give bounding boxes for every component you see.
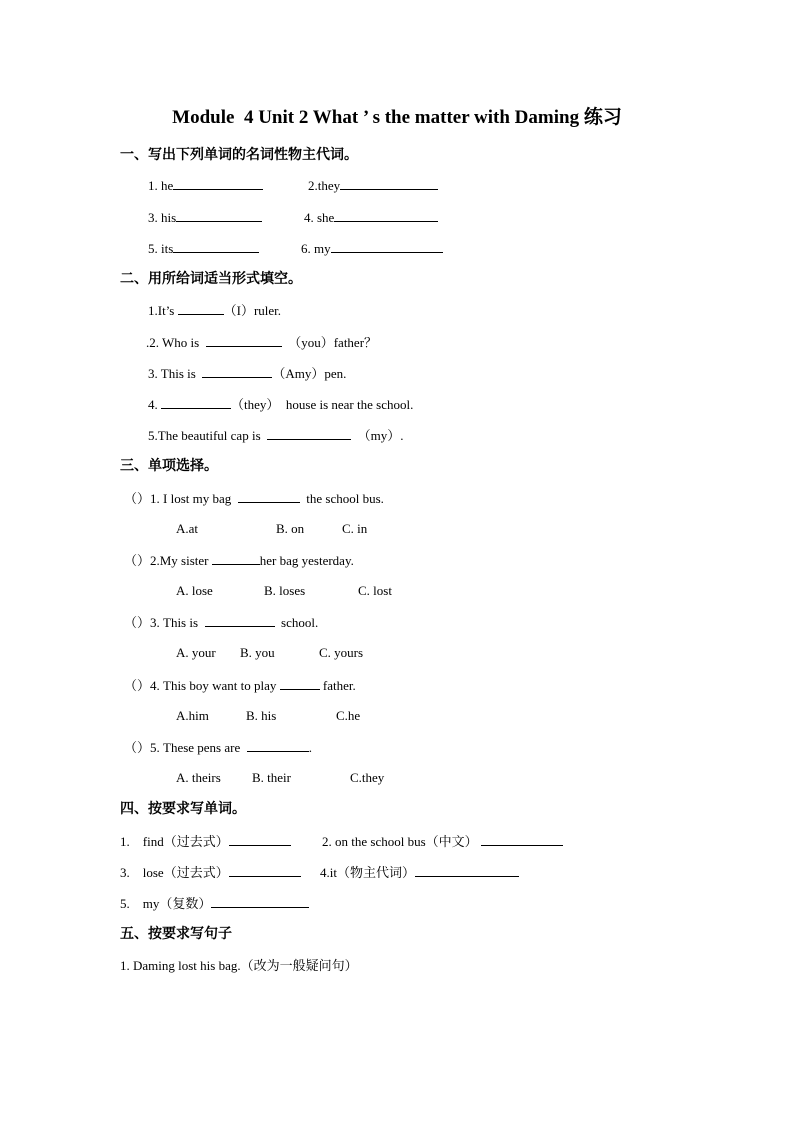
s2-question-2: .2. Who is （you）father？ xyxy=(146,335,378,350)
answer-blank[interactable] xyxy=(176,209,262,222)
mc-question-2: （）2.My sister her bag yesterday. xyxy=(124,553,354,568)
s2-question-3: 3. This is （Amy）pen. xyxy=(148,366,347,381)
s2-question-5: 5.The beautiful cap is （my）. xyxy=(148,428,404,443)
answer-blank[interactable] xyxy=(229,833,291,846)
answer-blank[interactable] xyxy=(173,240,259,253)
s1-item-3: 3. his xyxy=(148,209,262,226)
answer-blank[interactable] xyxy=(205,614,275,627)
s1-item-5: 5. its xyxy=(148,240,259,257)
answer-blank[interactable] xyxy=(481,833,563,846)
mc-q1-option-b[interactable]: B. on xyxy=(276,521,305,536)
answer-blank[interactable] xyxy=(229,864,301,877)
answer-blank[interactable] xyxy=(238,490,300,503)
mc-q5-option-b[interactable]: B. their xyxy=(252,770,291,785)
answer-blank[interactable] xyxy=(415,864,519,877)
mc-q4-option-c[interactable]: C.he xyxy=(336,708,361,723)
s2-question-4: 4. （they） house is near the school. xyxy=(148,397,414,412)
s4-item-5: 5. my（复数） xyxy=(120,895,309,912)
s1-item-4: 4. she xyxy=(304,209,438,226)
answer-blank[interactable] xyxy=(206,334,282,347)
answer-blank[interactable] xyxy=(178,302,224,315)
section-5-heading: 五、按要求写句子 xyxy=(120,926,232,942)
section-3-heading: 三、单项选择。 xyxy=(120,458,218,474)
section-4-heading: 四、按要求写单词。 xyxy=(120,801,246,817)
s4-item-1: 1. find（过去式） xyxy=(120,833,291,850)
mc-q4-option-b[interactable]: B. his xyxy=(246,708,277,723)
section-2-heading: 二、用所给词适当形式填空。 xyxy=(120,271,302,287)
s2-question-1: 1.It’s （I）ruler. xyxy=(148,303,282,318)
answer-blank[interactable] xyxy=(331,240,443,253)
mc-q2-option-c[interactable]: C. lost xyxy=(358,583,392,598)
mc-q1-option-a[interactable]: A.at xyxy=(176,521,199,536)
mc-question-5: （）5. These pens are . xyxy=(124,740,312,755)
section-1-heading: 一、写出下列单词的名词性物主代词。 xyxy=(120,147,358,163)
answer-blank[interactable] xyxy=(280,677,320,690)
mc-q2-option-a[interactable]: A. lose xyxy=(176,583,213,598)
mc-question-4: （）4. This boy want to play father. xyxy=(124,678,356,693)
mc-question-1: （）1. I lost my bag the school bus. xyxy=(124,491,384,506)
page-title: Module 4 Unit 2 What ’ s the matter with Daming 练习 xyxy=(172,107,622,128)
s4-item-3: 3. lose（过去式） xyxy=(120,864,301,881)
answer-blank[interactable] xyxy=(202,365,272,378)
mc-question-3: （）3. This is school. xyxy=(124,615,319,630)
answer-blank[interactable] xyxy=(334,209,438,222)
answer-blank[interactable] xyxy=(340,177,438,190)
s5-question-1: 1. Daming lost his bag.（改为一般疑问句） xyxy=(120,958,358,973)
answer-blank[interactable] xyxy=(211,895,309,908)
s1-item-2: 2.they xyxy=(308,177,438,194)
mc-q3-option-b[interactable]: B. you xyxy=(240,645,275,660)
mc-q3-option-c[interactable]: C. yours xyxy=(319,645,364,660)
answer-blank[interactable] xyxy=(161,396,231,409)
mc-q4-option-a[interactable]: A.him xyxy=(176,708,209,723)
answer-blank[interactable] xyxy=(173,177,263,190)
answer-blank[interactable] xyxy=(247,739,309,752)
mc-q1-option-c[interactable]: C. in xyxy=(342,521,368,536)
mc-q2-option-b[interactable]: B. loses xyxy=(264,583,306,598)
answer-blank[interactable] xyxy=(267,427,351,440)
s4-item-4: 4.it（物主代词） xyxy=(320,864,519,881)
mc-q5-option-a[interactable]: A. theirs xyxy=(176,770,221,785)
mc-q3-option-a[interactable]: A. your xyxy=(176,645,216,660)
s1-item-1: 1. he xyxy=(148,177,263,194)
s4-item-2: 2. on the school bus（中文） xyxy=(322,833,563,850)
answer-blank[interactable] xyxy=(212,552,260,565)
mc-q5-option-c[interactable]: C.they xyxy=(350,770,385,785)
s1-item-6: 6. my xyxy=(301,240,443,257)
